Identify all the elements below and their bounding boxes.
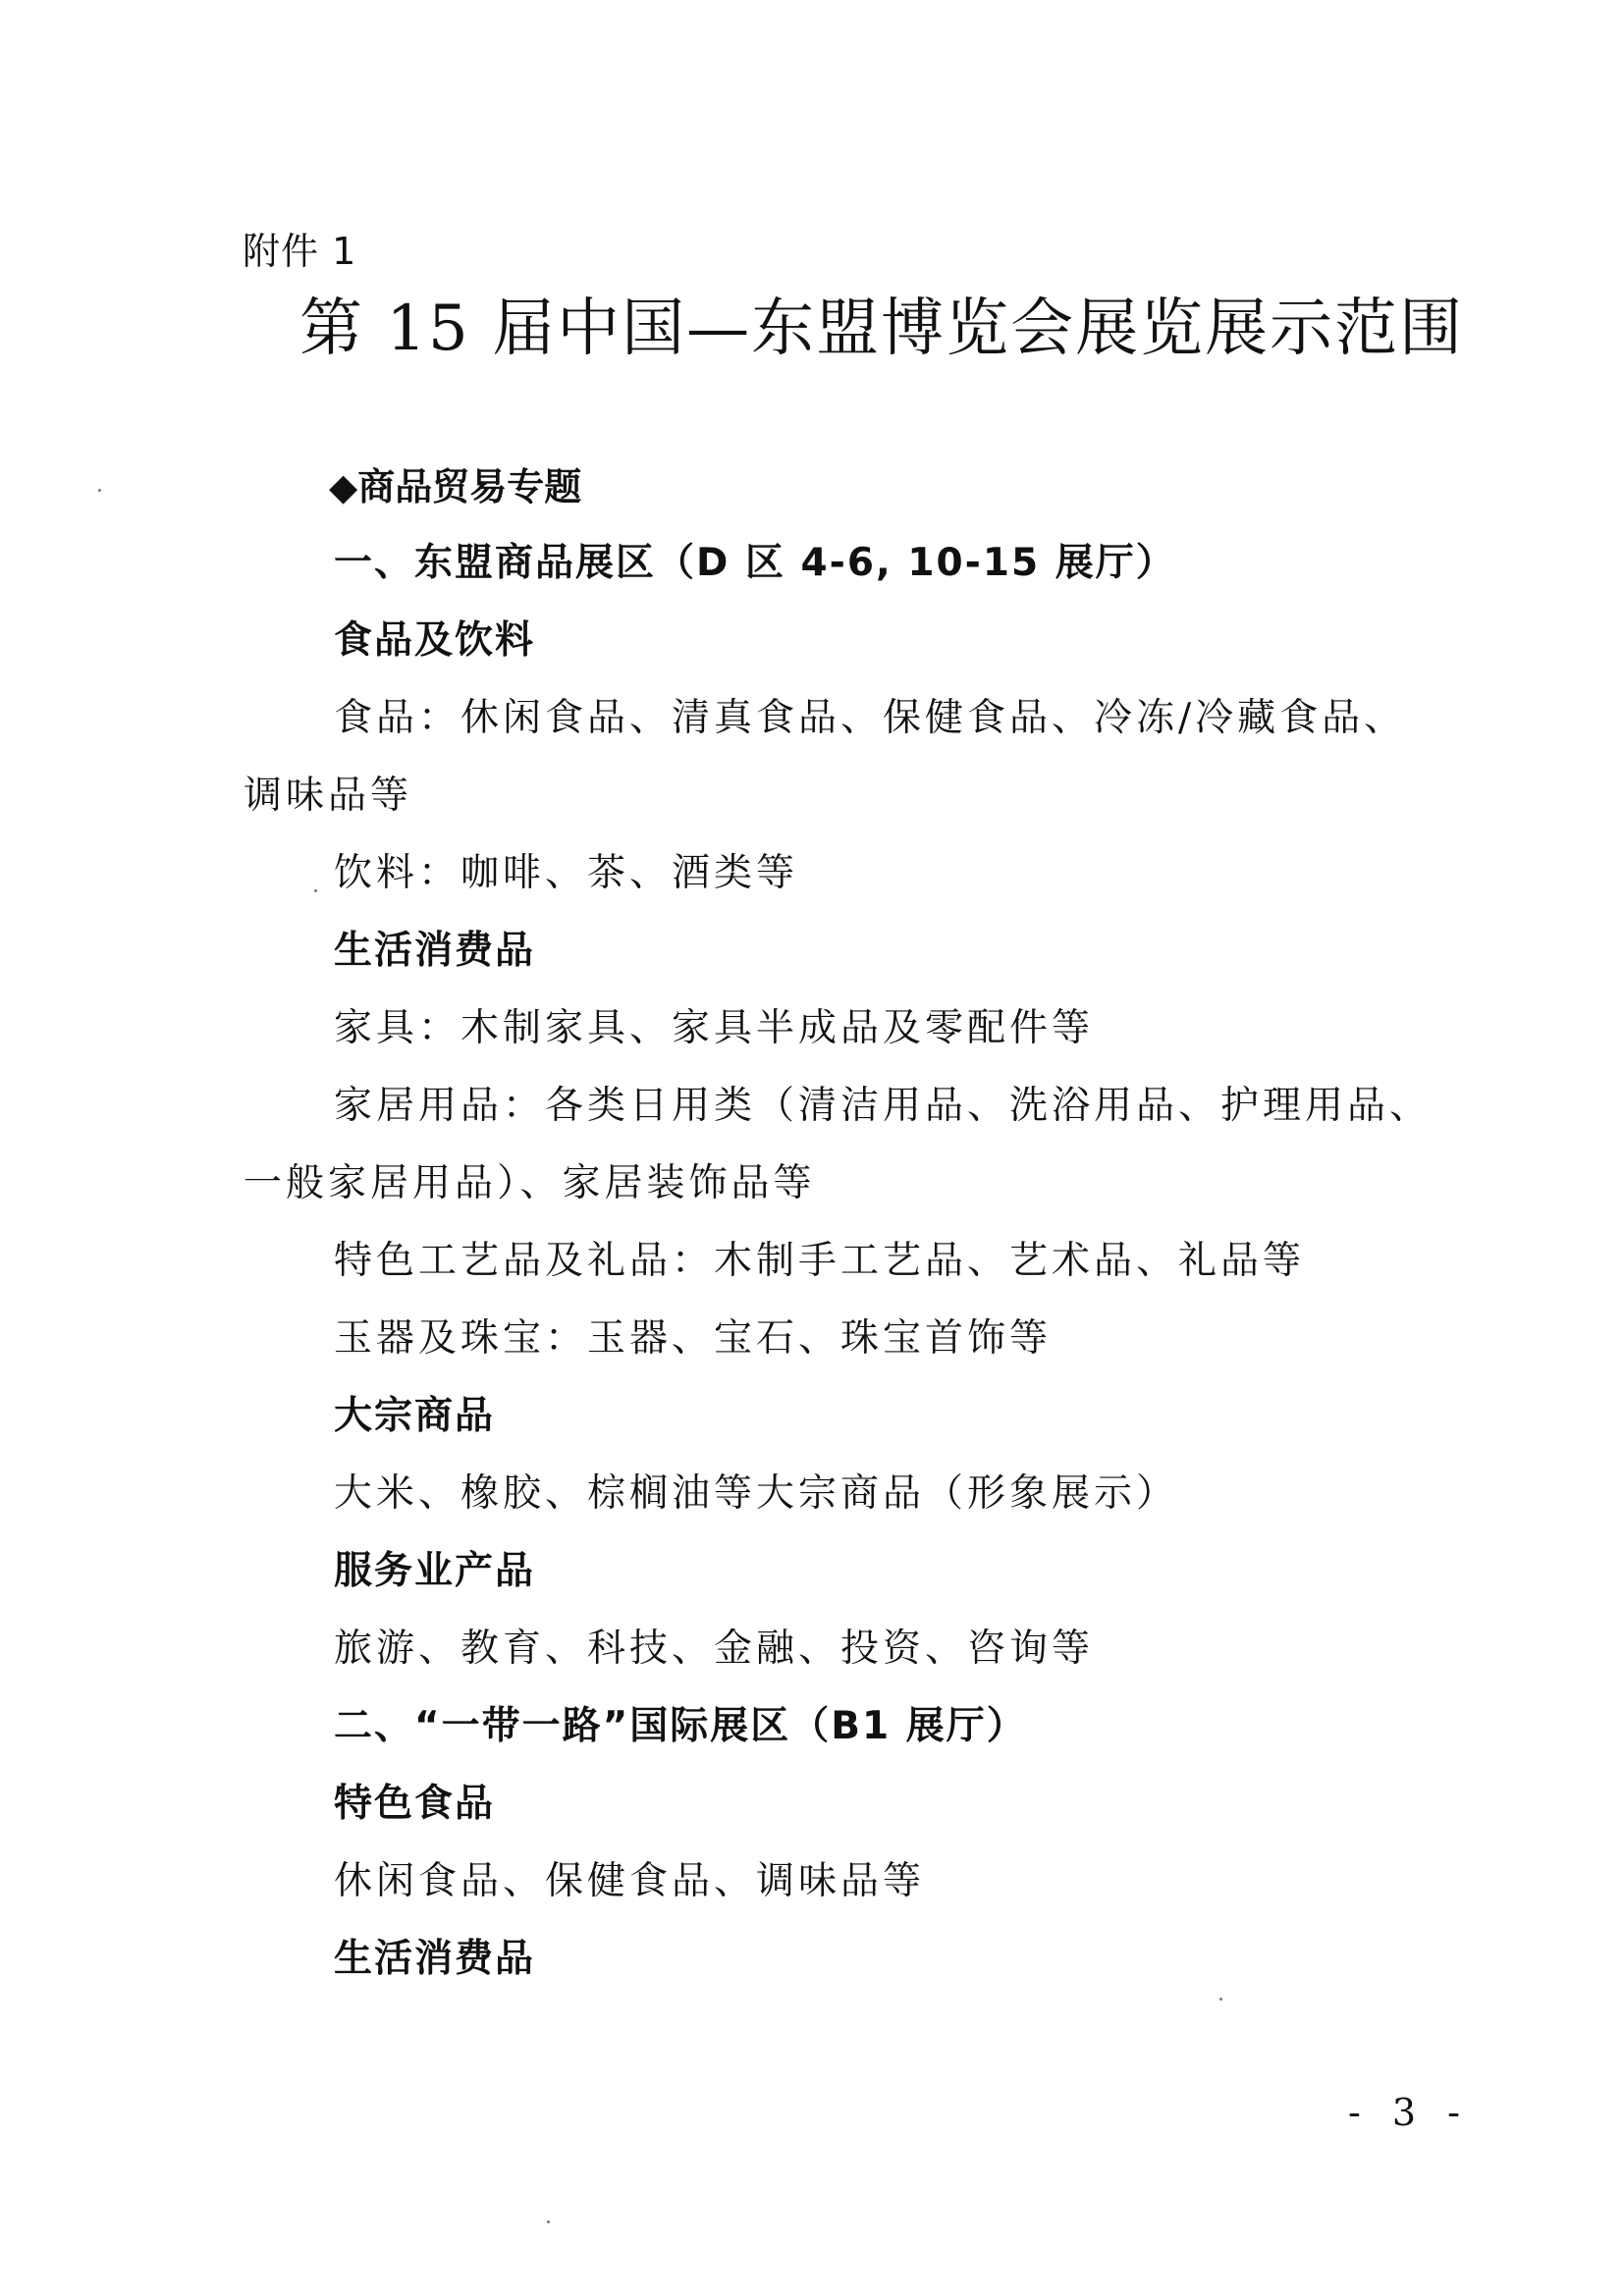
text-line: 大米、橡胶、棕榈油等大宗商品（形象展示） [334,1471,1179,1516]
section-heading [329,461,581,512]
text-line: 调味品等 [243,774,413,818]
category-heading: 大宗商品 [334,1394,496,1438]
zone-heading: 二、“一带一路”国际展区（B1 展厅） [334,1704,1027,1748]
text-line: 旅游、教育、科技、金融、投资、咨询等 [334,1627,1095,1671]
text-line: 家具：木制家具、家具半成品及零配件等 [334,1006,1095,1050]
section-heading-text: 商品贸易专题 [357,465,582,508]
scan-speck [98,489,101,492]
scan-speck [1219,1998,1222,2001]
category-heading: 生活消费品 [334,929,536,973]
page-number: - 3 - [1348,2091,1471,2134]
text-line: 特色工艺品及礼品：木制手工艺品、艺术品、礼品等 [334,1239,1306,1283]
scan-speck [314,889,317,892]
text-line: 一般家居用品）、家居装饰品等 [243,1161,816,1205]
text-line: 饮料：咖啡、茶、酒类等 [334,851,799,895]
category-heading: 生活消费品 [334,1937,536,1981]
text-line: 休闲食品、保健食品、调味品等 [334,1859,926,1903]
category-heading: 服务业产品 [334,1549,536,1593]
text-line: 食品：休闲食品、清真食品、保健食品、冷冻/冷藏食品、 [334,696,1407,740]
category-heading: 特色食品 [334,1782,496,1826]
zone-heading: 一、东盟商品展区（D 区 4-6, 10-15 展厅） [334,541,1176,585]
text-line: 家居用品：各类日用类（清洁用品、洗浴用品、护理用品、 [334,1084,1433,1128]
scan-speck [547,2220,550,2223]
diamond-bullet-icon: ◆ [329,465,358,508]
document-title: 第 15 届中国—东盟博览会展览展示范围 [299,293,1465,365]
text-line: 玉器及珠宝：玉器、宝石、珠宝首饰等 [334,1316,1053,1361]
attachment-label: 附件 1 [243,230,357,273]
category-heading: 食品及饮料 [334,618,536,663]
